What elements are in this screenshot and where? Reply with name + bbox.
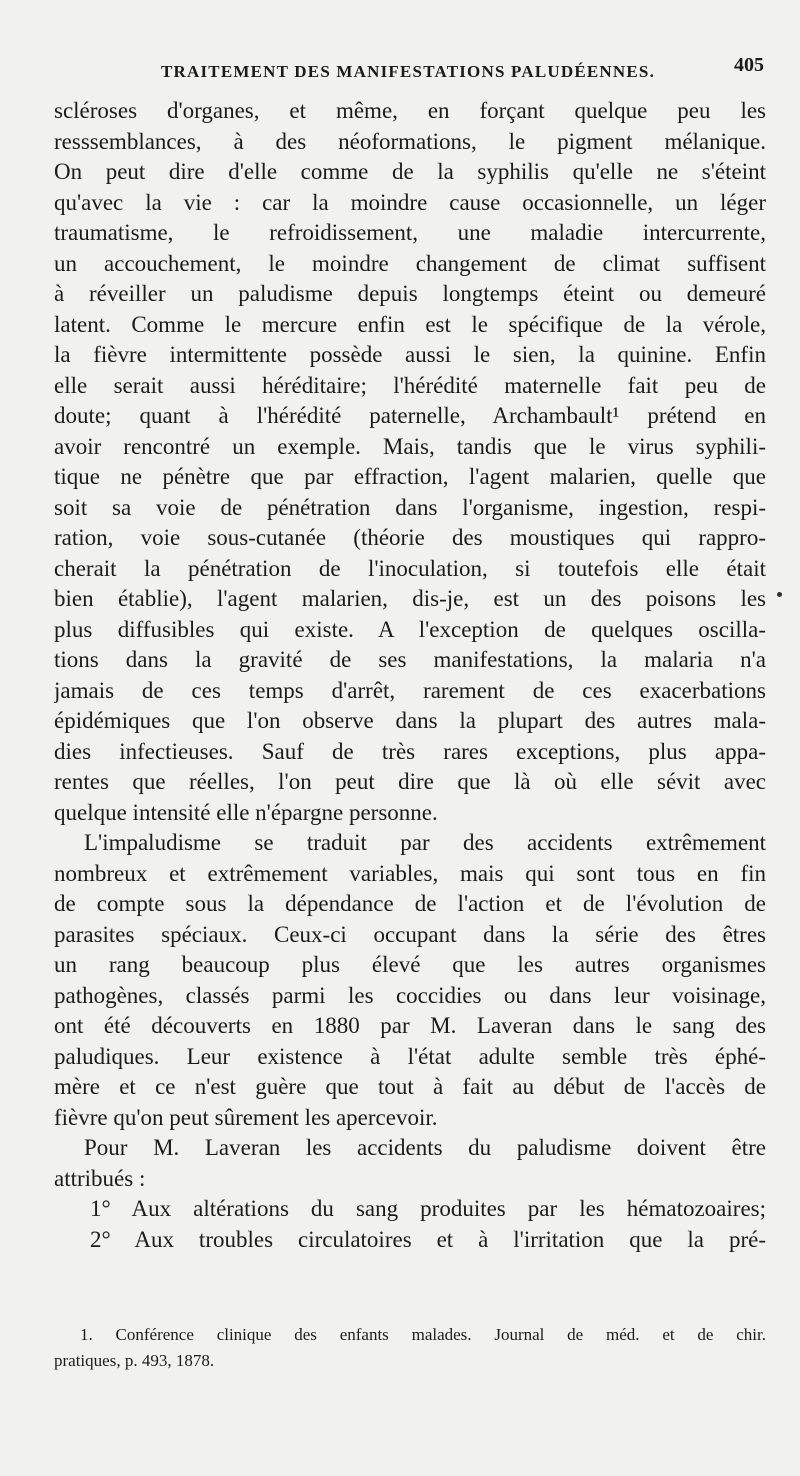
- text-line: bien établie), l'agent malarien, dis-je, est un des poisons les: [54, 586, 766, 611]
- text-line: ration, voie sous-cutanée (théorie des moustiques qui rappro-: [54, 525, 766, 550]
- text-line: mère et ce n'est guère que tout à fait au début de l'accès de: [54, 1074, 766, 1099]
- text-line: fièvre qu'on peut sûrement les apercevoir.: [54, 1104, 438, 1130]
- ink-speck: [777, 592, 782, 597]
- text-line: jamais de ces temps d'arrêt, rarement de ces exacerbations: [54, 677, 766, 703]
- text-line: Pour M. Laveran les accidents du paludisme doivent être: [84, 1135, 766, 1160]
- text-line: plus diffusibles qui existe. A l'exception de quelques oscilla-: [54, 616, 766, 642]
- text-line: elle serait aussi héréditaire; l'hérédité maternelle fait peu de: [54, 372, 766, 398]
- text-line: tique ne pénètre que par effraction, l'agent malarien, quelle que: [54, 464, 766, 489]
- text-line: doute; quant à l'hérédité paternelle, Archambault¹ prétend en: [54, 403, 766, 428]
- text-line: latent. Comme le mercure enfin est le spécifique de la vérole,: [54, 311, 766, 337]
- text-line: nombreux et extrêmement variables, mais qui sont tous en fin: [54, 860, 766, 886]
- text-line: parasites spéciaux. Ceux-ci occupant dans la série des êtres: [54, 921, 766, 947]
- footnotes: [54, 1322, 766, 1374]
- text-line: à réveiller un paludisme depuis longtemps éteint ou demeuré: [54, 281, 766, 306]
- text-line: resssemblances, à des néoformations, le pigment mélanique.: [54, 128, 766, 154]
- text-line: 1° Aux altérations du sang produites par les hématozoaires;: [90, 1196, 766, 1221]
- footnote-line: 1. Conférence clinique des enfants malades. Journal de méd. et de chir.: [80, 1325, 766, 1344]
- running-title: TRAITEMENT DES MANIFESTATIONS PALUDÉENNES.: [160, 62, 656, 81]
- text-line: qu'avec la vie : car la moindre cause occasionnelle, un léger: [54, 189, 766, 215]
- text-line: 2° Aux troubles circulatoires et à l'irritation que la pré-: [90, 1226, 766, 1252]
- text-line: un accouchement, le moindre changement de climat suffisent: [54, 250, 766, 276]
- footnote-line: pratiques, p. 493, 1878.: [54, 1351, 215, 1370]
- text-line: attribués :: [54, 1165, 146, 1191]
- text-line: scléroses d'organes, et même, en forçant quelque peu les: [54, 98, 766, 123]
- text-line: épidémiques que l'on observe dans la plupart des autres mala-: [54, 708, 766, 733]
- text-line: soit sa voie de pénétration dans l'organisme, ingestion, respi-: [54, 494, 766, 520]
- running-head: [52, 52, 764, 92]
- text-line: quelque intensité elle n'épargne personne.: [54, 799, 438, 825]
- text-line: traumatisme, le refroidissement, une maladie intercurrente,: [54, 220, 766, 245]
- text-line: On peut dire d'elle comme de la syphilis qu'elle ne s'éteint: [54, 159, 766, 184]
- text-line: pathogènes, classés parmi les coccidies ou dans leur voisinage,: [54, 982, 766, 1008]
- body-text: [54, 96, 766, 1255]
- text-line: la fièvre intermittente possède aussi le sien, la quinine. Enfin: [54, 342, 766, 367]
- page-number: 405: [734, 54, 764, 76]
- text-line: dies infectieuses. Sauf de très rares exceptions, plus appa-: [54, 738, 766, 764]
- text-line: paludiques. Leur existence à l'état adulte semble très éphé-: [54, 1043, 766, 1069]
- text-line: tions dans la gravité de ses manifestations, la malaria n'a: [54, 647, 766, 672]
- text-line: avoir rencontré un exemple. Mais, tandis que le virus syphili-: [54, 433, 766, 459]
- text-line: un rang beaucoup plus élevé que les autres organismes: [54, 952, 766, 977]
- text-line: ont été découverts en 1880 par M. Laveran dans le sang des: [54, 1013, 766, 1038]
- text-line: cherait la pénétration de l'inoculation, si toutefois elle était: [54, 555, 766, 581]
- text-line: L'impaludisme se traduit par des accidents extrêmement: [84, 830, 766, 855]
- text-line: rentes que réelles, l'on peut dire que là où elle sévit avec: [54, 769, 766, 794]
- text-line: de compte sous la dépendance de l'action et de l'évolution de: [54, 891, 766, 916]
